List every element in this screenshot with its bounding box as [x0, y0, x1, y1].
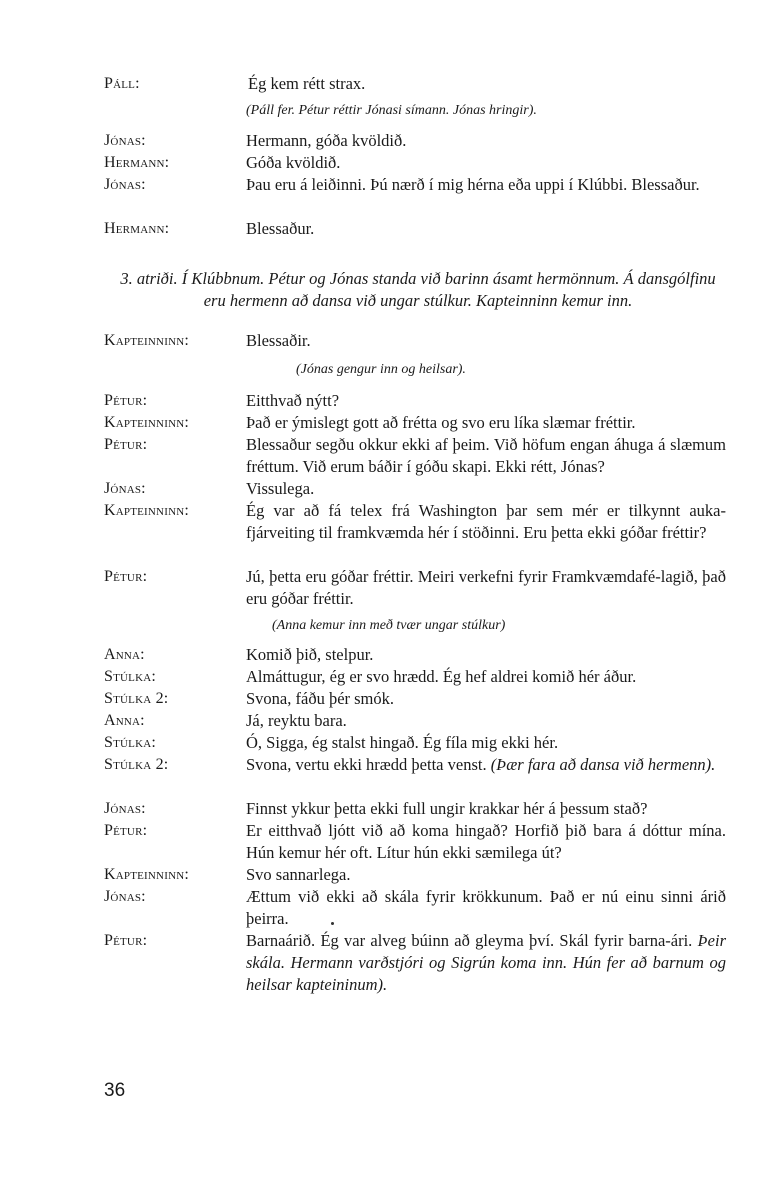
- dialogue-line: Blessaðir.: [246, 331, 311, 350]
- speaker-name: Pétur:: [104, 436, 148, 453]
- dialogue-line: Já, reyktu bara.: [246, 711, 347, 730]
- speaker-name: Stúlka:: [104, 668, 157, 685]
- dialogue-text: Barnaárið. Ég var alveg búinn að gleyma því. Skál fyrir barna-ári.: [246, 931, 693, 950]
- speaker-name: Hermann:: [104, 154, 170, 171]
- dialogue-row: [104, 73, 726, 95]
- stage-direction: (Jónas gengur inn og heilsar).: [296, 362, 466, 377]
- speaker-name: Anna:: [104, 712, 145, 729]
- speaker-name: Stúlka:: [104, 734, 157, 751]
- dialogue-row: [104, 930, 726, 997]
- dialogue-row: [104, 174, 726, 196]
- dialogue-line: [246, 754, 726, 776]
- dialogue-line: Ættum við ekki að skála fyrir krökkunum. Það er nú einu sinni árið þeirra.: [246, 887, 726, 929]
- dialogue-line: Ég var að fá telex frá Washington þar sem mér er tilkynnt auka-fjárveiting til framkvæmda hér í stöðinni. Eru þetta ekki góðar fréttir?: [246, 501, 726, 543]
- speaker-name: Pétur:: [104, 932, 148, 949]
- speaker-name: Jónas:: [104, 480, 146, 497]
- dialogue-line: Jú, þetta eru góðar fréttir. Meiri verkefni fyrir Framkvæmdafé-lagið, það eru góðar fréttir.: [246, 567, 726, 609]
- dialogue-line: Þau eru á leiðinni. Þú nærð í mig hérna eða uppi í Klúbbi. Blessaður.: [246, 175, 700, 194]
- dialogue-line: Svo sannarlega.: [246, 865, 351, 884]
- dialogue-row: [104, 754, 726, 776]
- scene-heading: 3. atriði. Í Klúbbnum. Pétur og Jónas standa við barinn ásamt hermönnum. Á dansgólfinu eru hermenn að dansa við ungar stúlkur. Kapteinninn kemur inn.: [120, 269, 716, 310]
- dialogue-row: [104, 798, 726, 820]
- inline-stage-direction: (Þær fara að dansa við hermenn).: [490, 755, 716, 774]
- dialogue-line: Góða kvöldið.: [246, 153, 341, 172]
- speaker-name: Stúlka 2:: [104, 756, 169, 773]
- speaker-name: Pétur:: [104, 822, 148, 839]
- dialogue-line: Blessaður.: [246, 219, 315, 238]
- dialogue-line: Almáttugur, ég er svo hrædd. Ég hef aldrei komið hér áður.: [246, 667, 637, 686]
- dialogue-row: [104, 666, 726, 688]
- dialogue-row: [104, 644, 726, 666]
- speaker-name: Kapteinninn:: [104, 414, 190, 431]
- speaker-name: Kapteinninn:: [104, 502, 190, 519]
- speaker-name: Anna:: [104, 646, 145, 663]
- dialogue-row: [104, 130, 726, 152]
- dialogue-line: [246, 930, 726, 997]
- dialogue-row: [104, 390, 726, 412]
- speaker-name: Pétur:: [104, 392, 148, 409]
- speaker-name: Jónas:: [104, 176, 146, 193]
- stage-direction: (Anna kemur inn með tvær ungar stúlkur): [272, 618, 506, 633]
- speaker-name: Páll:: [104, 75, 140, 92]
- dialogue-row: [104, 152, 726, 174]
- dialogue-row: [104, 412, 726, 434]
- dialogue-line: Vissulega.: [246, 479, 315, 498]
- dialogue-row: [104, 864, 726, 886]
- dialogue-line: Ég kem rétt strax.: [248, 74, 366, 93]
- dialogue-row: [104, 732, 726, 754]
- speaker-name: Hermann:: [104, 220, 170, 237]
- dialogue-text: Svona, vertu ekki hrædd þetta venst.: [246, 755, 487, 774]
- dialogue-row: [104, 566, 726, 610]
- dialogue-row: [104, 886, 726, 930]
- dialogue-line: Hermann, góða kvöldið.: [246, 131, 407, 150]
- dialogue-line: Komið þið, stelpur.: [246, 645, 374, 664]
- speaker-name: Jónas:: [104, 888, 146, 905]
- dialogue-row: [104, 710, 726, 732]
- inline-stage-direction: Þeir skála. Hermann varðstjóri og Sigrún koma inn. Hún fer að barnum og heilsar kapteininum).: [246, 931, 726, 995]
- dialogue-row: [104, 330, 726, 352]
- dialogue-row: [104, 218, 726, 240]
- speaker-name: Kapteinninn:: [104, 332, 190, 349]
- dialogue-line: Svona, fáðu þér smók.: [246, 689, 395, 708]
- speaker-name: Kapteinninn:: [104, 866, 190, 883]
- dialogue-line: Ó, Sigga, ég stalst hingað. Ég fíla mig ekki hér.: [246, 733, 559, 752]
- dialogue-line: Það er ýmislegt gott að frétta og svo eru líka slæmar fréttir.: [246, 413, 636, 432]
- dialogue-row: [104, 434, 726, 478]
- speaker-name: Jónas:: [104, 132, 146, 149]
- dialogue-row: [104, 478, 726, 500]
- stage-direction: (Páll fer. Pétur réttir Jónasi símann. Jónas hringir).: [246, 103, 537, 118]
- dialogue-row: [104, 688, 726, 710]
- speaker-name: Jónas:: [104, 800, 146, 817]
- dialogue-line: Finnst ykkur þetta ekki full ungir krakkar hér á þessum stað?: [246, 799, 648, 818]
- dialogue-line: Blessaður segðu okkur ekki af þeim. Við höfum engan áhuga á slæmum fréttum. Við erum báðir í góðu skapi. Ekki rétt, Jónas?: [246, 435, 726, 477]
- speaker-name: Stúlka 2:: [104, 690, 169, 707]
- print-speck: [331, 922, 334, 925]
- dialogue-row: [104, 500, 726, 544]
- dialogue-line: Er eitthvað ljótt við að koma hingað? Horfið þið bara á dóttur mína. Hún kemur hér oft. Lítur hún ekki sæmilega út?: [246, 821, 726, 863]
- dialogue-line: Eitthvað nýtt?: [246, 391, 340, 410]
- dialogue-row: [104, 820, 726, 864]
- speaker-name: Pétur:: [104, 568, 148, 585]
- page-number: 36: [104, 1080, 126, 1101]
